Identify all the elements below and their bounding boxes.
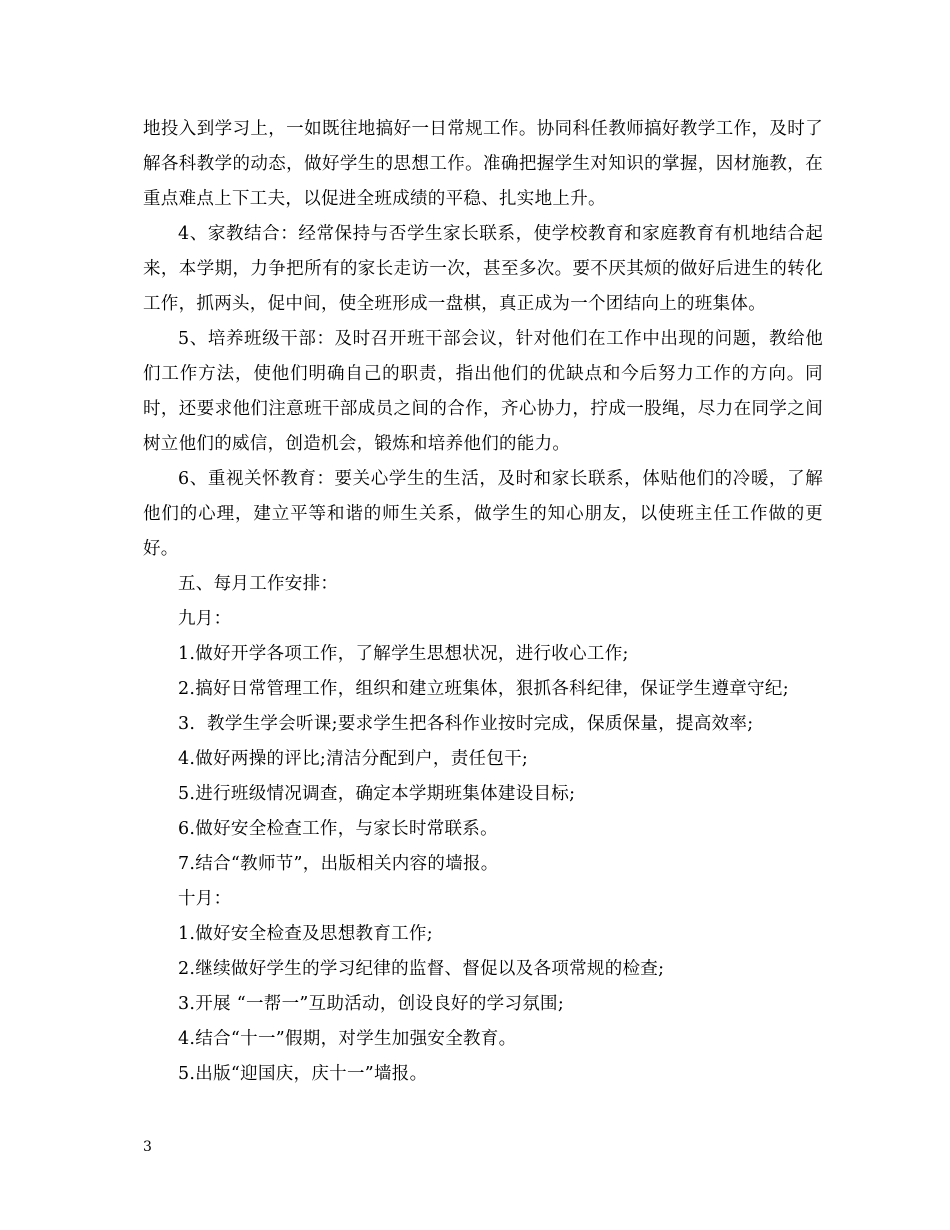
list-item: 5.出版“迎国庆，庆十一”墙报。	[178, 1064, 428, 1084]
paragraph-class-cadres: 5、培养班级干部：及时召开班干部会议，针对他们在工作中出现的问题，教给他们工作方法，使他们明确自己的职责，指出他们的优缺点和今后努力工作的方向。同时，还要求他们注意班干部成员之间的合作，齐心协力，拧成一股绳，尽力在同学之间树立他们的威信，创造机会，锻炼和培养他们的能力。	[143, 329, 823, 454]
list-item: 2.继续做好学生的学习纪律的监督、督促以及各项常规的检查;	[178, 959, 665, 979]
list-item: 1.做好开学各项工作，了解学生思想状况，进行收心工作;	[178, 644, 629, 664]
paragraph-continuation: 地投入到学习上，一如既往地搞好一日常规工作。协同科任教师搞好教学工作，及时了解各科教学的动态，做好学生的思想工作。准确把握学生对知识的掌握，因材施教，在重点难点上下工夫，以促进全班成绩的平稳、扎实地上升。	[143, 119, 823, 209]
list-item: 3. 教学生学会听课;要求学生把各科作业按时完成，保质保量，提高效率;	[178, 714, 754, 734]
list-item: 6.做好安全检查工作，与家长时常联系。	[178, 819, 498, 839]
list-item: 7.结合“教师节”，出版相关内容的墙报。	[178, 854, 499, 874]
month-heading-september: 九月：	[178, 609, 232, 629]
month-heading-october: 十月：	[178, 889, 232, 909]
list-item: 1.做好安全检查及思想教育工作;	[178, 924, 433, 944]
list-item: 2.搞好日常管理工作，组织和建立班集体，狠抓各科纪律，保证学生遵章守纪;	[178, 679, 789, 699]
list-item: 4.做好两操的评比;清洁分配到户，责任包干;	[178, 749, 529, 769]
document-body	[143, 112, 823, 1092]
list-item: 4.结合“十一”假期，对学生加强安全教育。	[178, 1029, 517, 1049]
section-heading-monthly-plan: 五、每月工作安排：	[178, 574, 339, 594]
paragraph-care-education: 6、重视关怀教育：要关心学生的生活，及时和家长联系，体贴他们的冷暖，了解他们的心理，建立平等和谐的师生关系，做学生的知心朋友，以使班主任工作做的更好。	[143, 469, 823, 559]
paragraph-family-education: 4、家教结合：经常保持与否学生家长联系，使学校教育和家庭教育有机地结合起来，本学期，力争把所有的家长走访一次，甚至多次。要不厌其烦的做好后进生的转化工作，抓两头，促中间，使全班形成一盘棋，真正成为一个团结向上的班集体。	[143, 224, 823, 314]
page-number: 3	[143, 1139, 152, 1155]
list-item: 3.开展 “一帮一”互助活动，创设良好的学习氛围;	[178, 994, 565, 1014]
list-item: 5.进行班级情况调查，确定本学期班集体建设目标;	[178, 784, 576, 804]
